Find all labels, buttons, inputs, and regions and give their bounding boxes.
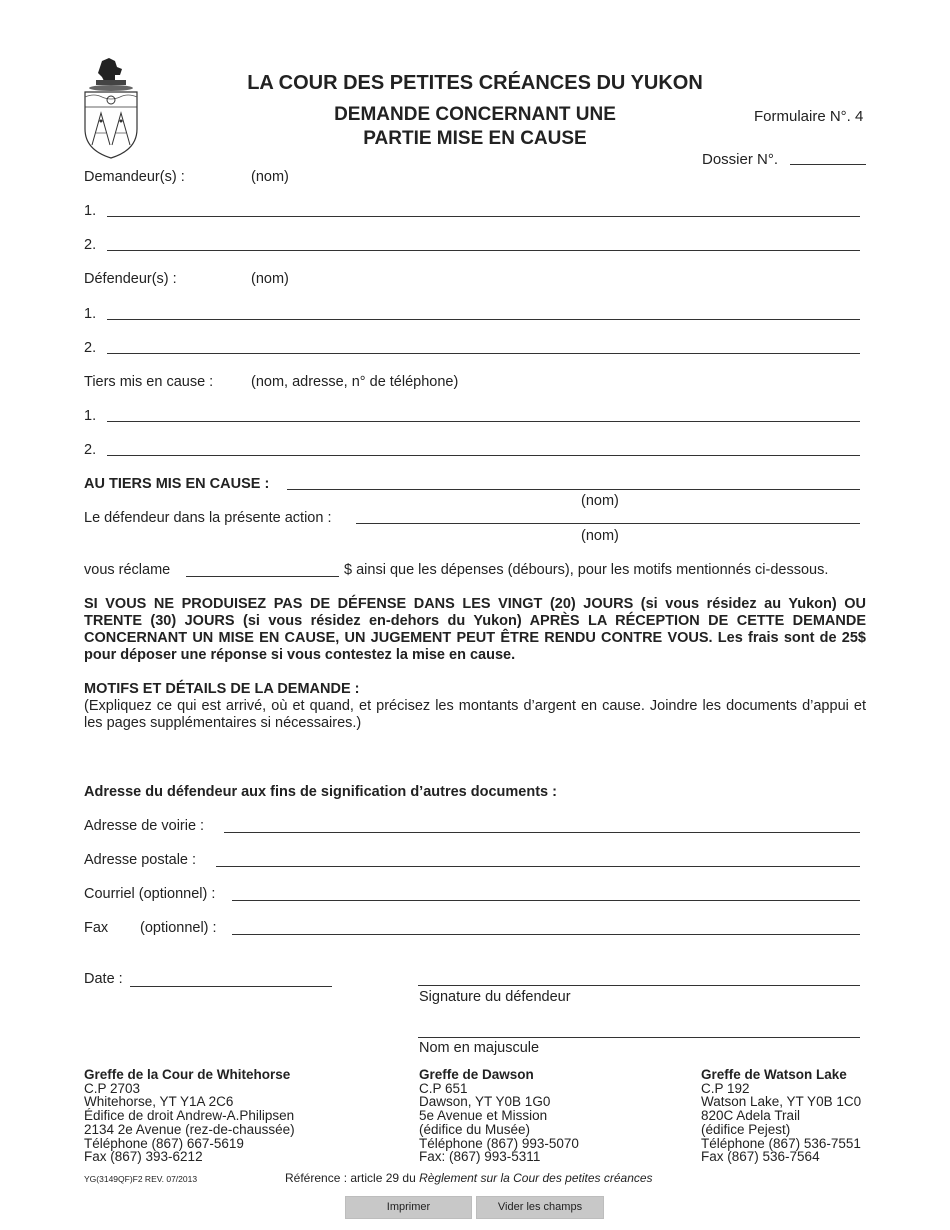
- office-name: Greffe de Dawson: [419, 1067, 534, 1082]
- yukon-coat-of-arms-logo: [82, 55, 140, 160]
- office-line: 2134 2e Avenue (rez-de-chaussée): [84, 1121, 295, 1137]
- clear-fields-button[interactable]: Vider les champs: [476, 1196, 604, 1219]
- office-line: 5e Avenue et Mission: [419, 1108, 548, 1124]
- third-party-1-number: 1.: [84, 408, 97, 424]
- plaintiff-1-field[interactable]: [107, 216, 860, 217]
- signature-field[interactable]: [418, 985, 860, 986]
- defendant-2-number: 2.: [84, 340, 97, 356]
- office-line: (édifice du Musée): [419, 1121, 531, 1137]
- plaintiffs-label: Demandeur(s) :: [84, 169, 185, 185]
- form-title: LA COUR DES PETITES CRÉANCES DU YUKON: [247, 72, 703, 94]
- defendants-name-hint: (nom): [251, 271, 289, 287]
- office-line: Édifice de droit Andrew-A.Philipsen: [84, 1108, 295, 1124]
- regulation-reference: [285, 1171, 653, 1185]
- defendant-1-number: 1.: [84, 306, 97, 322]
- plaintiff-1-number: 1.: [84, 203, 97, 219]
- office-line: Fax (867) 393-6212: [84, 1149, 203, 1165]
- form-subtitle-line1: DEMANDE CONCERNANT UNE: [334, 104, 616, 125]
- plaintiff-2-field[interactable]: [107, 250, 860, 251]
- office-line: C.P 192: [701, 1080, 750, 1096]
- office-line: Dawson, YT Y0B 1G0: [419, 1094, 551, 1110]
- third-party-2-number: 2.: [84, 442, 97, 458]
- office-line: (édifice Pejest): [701, 1121, 791, 1137]
- email-field[interactable]: [232, 900, 860, 901]
- street-address-label: Adresse de voirie :: [84, 818, 205, 834]
- plaintiff-2-number: 2.: [84, 237, 97, 253]
- fax-optional-label: (optionnel) :: [140, 920, 217, 936]
- office-line: Téléphone (867) 993-5070: [419, 1135, 579, 1151]
- email-label: Courriel (optionnel) :: [84, 886, 216, 902]
- office-dawson: [419, 1068, 679, 1164]
- plaintiffs-name-hint: (nom): [251, 169, 289, 185]
- defendant-1-field[interactable]: [107, 319, 860, 320]
- to-third-party-name-hint: (nom): [581, 493, 619, 509]
- date-label: Date :: [84, 971, 123, 987]
- office-whitehorse: [84, 1068, 384, 1164]
- printed-name-label: Nom en majuscule: [419, 1040, 540, 1056]
- fax-field[interactable]: [232, 934, 860, 935]
- claim-suffix: $ ainsi que les dépenses (débours), pour les motifs mentionnés ci-dessous.: [344, 562, 829, 578]
- office-line: Watson Lake, YT Y0B 1C0: [701, 1094, 862, 1110]
- defendant-action-name-hint: (nom): [581, 528, 619, 544]
- fax-label: Fax: [84, 920, 109, 936]
- third-party-hint: (nom, adresse, n° de téléphone): [251, 374, 459, 390]
- address-heading: Adresse du défendeur aux fins de signification d’autres documents :: [84, 784, 557, 800]
- office-name: Greffe de la Cour de Whitehorse: [84, 1067, 291, 1082]
- claim-prefix: vous réclame: [84, 562, 171, 578]
- office-line: Téléphone (867) 536-7551: [701, 1135, 861, 1151]
- street-address-field[interactable]: [224, 832, 860, 833]
- reasons-details-field[interactable]: [84, 736, 866, 776]
- defendant-action-field[interactable]: [356, 523, 860, 524]
- office-line: Téléphone (867) 667-5619: [84, 1135, 244, 1151]
- signature-label: Signature du défendeur: [419, 989, 571, 1005]
- reference-title: Règlement sur la Cour des petites créances: [419, 1171, 653, 1185]
- form-subtitle-line2: PARTIE MISE EN CAUSE: [363, 128, 587, 149]
- reasons-heading: MOTIFS ET DÉTAILS DE LA DEMANDE :: [84, 681, 360, 697]
- third-party-1-field[interactable]: [107, 421, 860, 422]
- office-watson-lake: [701, 1068, 901, 1164]
- file-number-label: Dossier N°.: [702, 151, 779, 168]
- printed-name-field[interactable]: [418, 1037, 860, 1038]
- office-line: Whitehorse, YT Y1A 2C6: [84, 1094, 234, 1110]
- defendant-action-label: Le défendeur dans la présente action :: [84, 510, 332, 526]
- to-third-party-label: AU TIERS MIS EN CAUSE :: [84, 476, 270, 492]
- office-line: C.P 2703: [84, 1080, 141, 1096]
- print-button[interactable]: Imprimer: [345, 1196, 472, 1219]
- office-line: 820C Adela Trail: [701, 1108, 801, 1124]
- reference-prefix: Référence : article 29 du: [285, 1171, 416, 1185]
- reasons-instructions: (Expliquez ce qui est arrivé, où et quand, et précisez les montants d’argent en cause. Joindre les documents d’appui et les pages supplémentaires si nécessaires.): [84, 698, 866, 731]
- third-party-label: Tiers mis en cause :: [84, 374, 214, 390]
- form-number: Formulaire N°. 4: [754, 108, 864, 125]
- postal-address-field[interactable]: [216, 866, 860, 867]
- warning-paragraph: SI VOUS NE PRODUISEZ PAS DE DÉFENSE DANS LES VINGT (20) JOURS (si vous résidez au Yukon) OU TRENTE (30) JOURS (si vous résidez en-dehors du Yukon) APRÈS LA RÉCEPTION DE CETTE DEMANDE CONCERNANT UN MISE EN CAUSE, UN JUGEMENT PEUT ÊTRE RENDU CONTRE VOUS. Les frais sont de 25$ pour déposer une réponse si vous contestez la mise en cause.: [84, 596, 866, 663]
- defendants-label: Défendeur(s) :: [84, 271, 177, 287]
- third-party-2-field[interactable]: [107, 455, 860, 456]
- to-third-party-field[interactable]: [287, 489, 860, 490]
- office-line: Fax (867) 536-7564: [701, 1149, 820, 1165]
- date-field[interactable]: [130, 986, 332, 987]
- file-number-field[interactable]: [790, 164, 866, 165]
- office-line: Fax: (867) 993-5311: [419, 1149, 541, 1165]
- claim-amount-field[interactable]: [186, 576, 339, 577]
- office-name: Greffe de Watson Lake: [701, 1067, 847, 1082]
- office-line: C.P 651: [419, 1080, 468, 1096]
- defendant-2-field[interactable]: [107, 353, 860, 354]
- form-code: YG(3149QF)F2 REV. 07/2013: [84, 1174, 198, 1184]
- postal-address-label: Adresse postale :: [84, 852, 197, 868]
